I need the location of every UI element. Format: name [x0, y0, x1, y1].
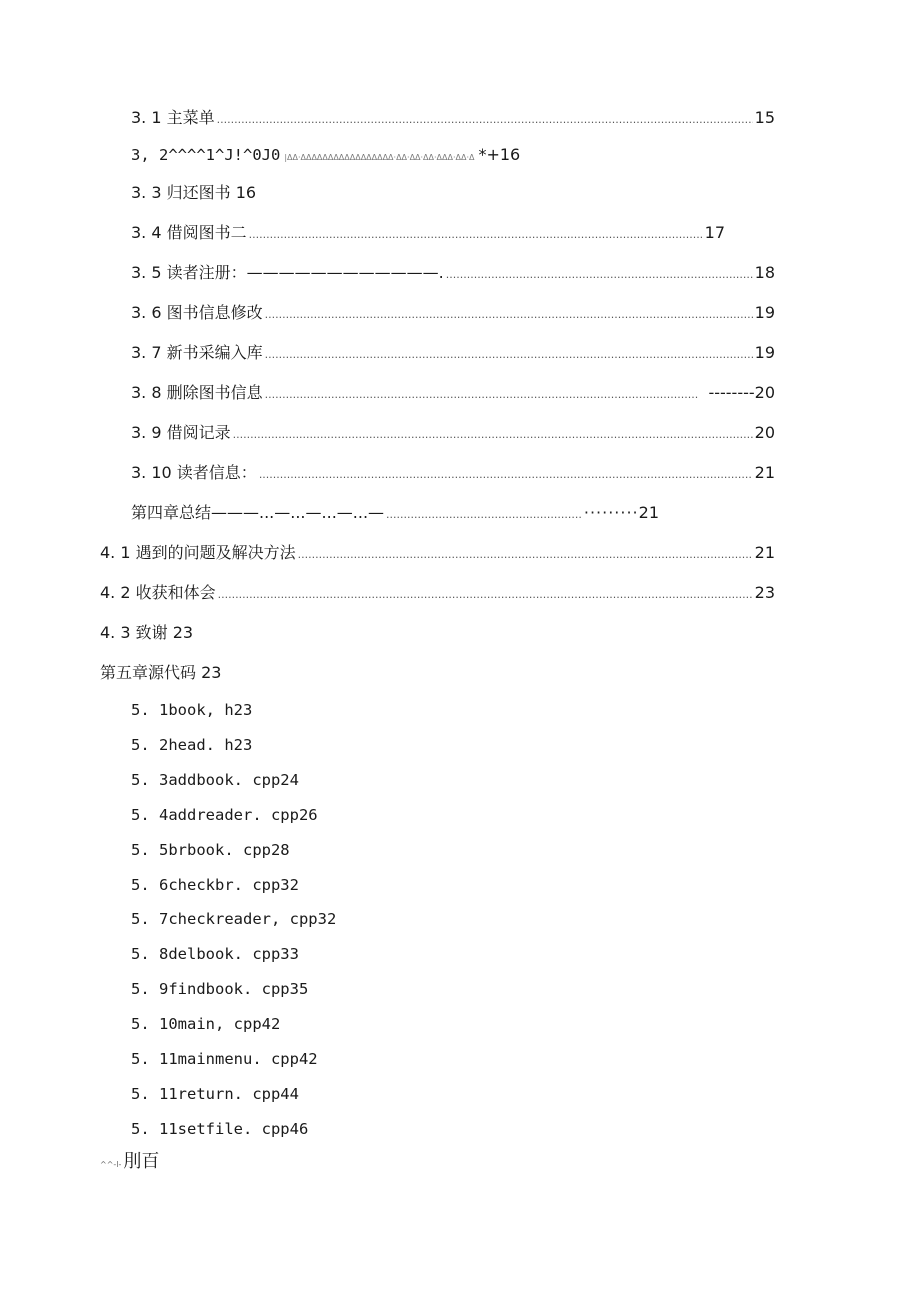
toc-page: 21	[638, 503, 659, 522]
dot-leader	[446, 264, 753, 286]
toc-page: 20	[754, 423, 775, 442]
dot-leader	[249, 224, 703, 246]
toc-label: 4. 1 遇到的问题及解决方法	[100, 543, 296, 562]
heading-prefix: ^^-l-	[100, 1160, 122, 1169]
toc-label: 3. 8 删除图书信息	[131, 383, 263, 402]
toc-page: 23	[754, 583, 775, 602]
toc-page: 21	[754, 543, 775, 562]
dot-leader	[265, 384, 699, 406]
toc-label: 5. 7checkreader, cpp32	[131, 910, 337, 928]
toc-page: 19	[754, 303, 775, 322]
toc-tail: ·········	[583, 503, 639, 522]
toc-label: 3. 5 读者注册：————————————.	[131, 263, 444, 282]
toc-entry	[131, 342, 775, 366]
next-section-heading	[100, 1150, 159, 1177]
toc-entry	[100, 622, 193, 644]
dot-leader	[259, 464, 753, 486]
toc-entry	[131, 502, 659, 526]
toc-label: 5. 3addbook. cpp24	[131, 771, 299, 789]
dot-leader	[218, 584, 753, 606]
toc-label: 5. 6checkbr. cpp32	[131, 876, 299, 894]
toc-entry	[131, 908, 336, 930]
toc-entry	[131, 1013, 280, 1035]
toc-page: 17	[704, 223, 725, 242]
toc-label: 5. 5brbook. cpp28	[131, 841, 290, 859]
toc-entry	[131, 839, 290, 861]
toc-label: 3. 9 借阅记录	[131, 423, 231, 442]
dot-leader	[265, 344, 753, 366]
toc-label: 5. 11return. cpp44	[131, 1085, 299, 1103]
toc-entry	[131, 1118, 308, 1140]
toc-label: 5. 8delbook. cpp33	[131, 945, 299, 963]
dot-leader	[265, 304, 753, 326]
toc-label: 3. 6 图书信息修改	[131, 303, 263, 322]
toc-tail: --------	[708, 383, 755, 402]
toc-page: 19	[754, 343, 775, 362]
toc-entry	[100, 582, 775, 606]
dot-leader	[298, 544, 753, 566]
toc-label: 5. 2head. h23	[131, 736, 253, 754]
toc-label: 第四章总结———...—...—...—...—	[131, 503, 385, 522]
toc-page: 18	[754, 263, 775, 282]
toc-entry	[131, 262, 775, 286]
toc-entry	[131, 222, 725, 246]
dot-leader	[233, 424, 753, 446]
toc-label: 4. 2 收获和体会	[100, 583, 216, 602]
toc-entry	[131, 769, 299, 791]
toc-label: 3. 1 主菜单	[131, 108, 215, 127]
toc-entry	[131, 1083, 299, 1105]
toc-entry	[131, 699, 252, 721]
toc-page: 15	[754, 108, 775, 127]
toc-label: 4. 3 致谢 23	[100, 623, 194, 642]
toc-label: 3. 3 归还图书 16	[131, 183, 257, 202]
toc-entry	[131, 107, 775, 131]
toc-entry	[131, 462, 775, 486]
toc-entry	[131, 422, 775, 446]
toc-entry	[131, 302, 775, 326]
toc-entry	[131, 144, 520, 169]
toc-label: 5. 9findbook. cpp35	[131, 980, 309, 998]
toc-entry	[131, 874, 299, 896]
toc-page: 20	[754, 383, 775, 402]
toc-label: 3. 7 新书采编入库	[131, 343, 263, 362]
toc-label: 5. 1book, h23	[131, 701, 253, 719]
toc-entry	[131, 978, 308, 1000]
toc-label: 第五章源代码 23	[100, 663, 222, 682]
toc-label: 5. 10main, cpp42	[131, 1015, 281, 1033]
toc-label: 3, 2^^^^1^J!^0J0	[131, 146, 281, 164]
toc-entry	[131, 1048, 318, 1070]
toc-page: 21	[754, 463, 775, 482]
toc-entry	[100, 542, 775, 566]
toc-label: 5. 11mainmenu. cpp42	[131, 1050, 318, 1068]
toc-entry	[100, 662, 221, 684]
toc-label: 3. 4 借阅图书二	[131, 223, 247, 242]
garbled-leader: |ΔΔ·ΔΔΔΔΔΔΔΔΔΔΔΔΔΔΔΔΔ·ΔΔ·ΔΔ·ΔΔ·ΔΔΔ·ΔΔ·Δ	[284, 153, 475, 162]
toc-entry	[131, 382, 775, 406]
toc-entry	[131, 182, 256, 204]
toc-label: 3. 10 读者信息：	[131, 463, 257, 482]
toc-entry	[131, 734, 252, 756]
toc-label: 5. 4addreader. cpp26	[131, 806, 318, 824]
heading-text: 刖百	[123, 1151, 160, 1172]
toc-entry	[131, 943, 299, 965]
dot-leader	[386, 504, 582, 526]
toc-page: *+16	[478, 145, 521, 164]
dot-leader	[217, 109, 753, 131]
toc-label: 5. 11setfile. cpp46	[131, 1120, 309, 1138]
toc-entry	[131, 804, 318, 826]
